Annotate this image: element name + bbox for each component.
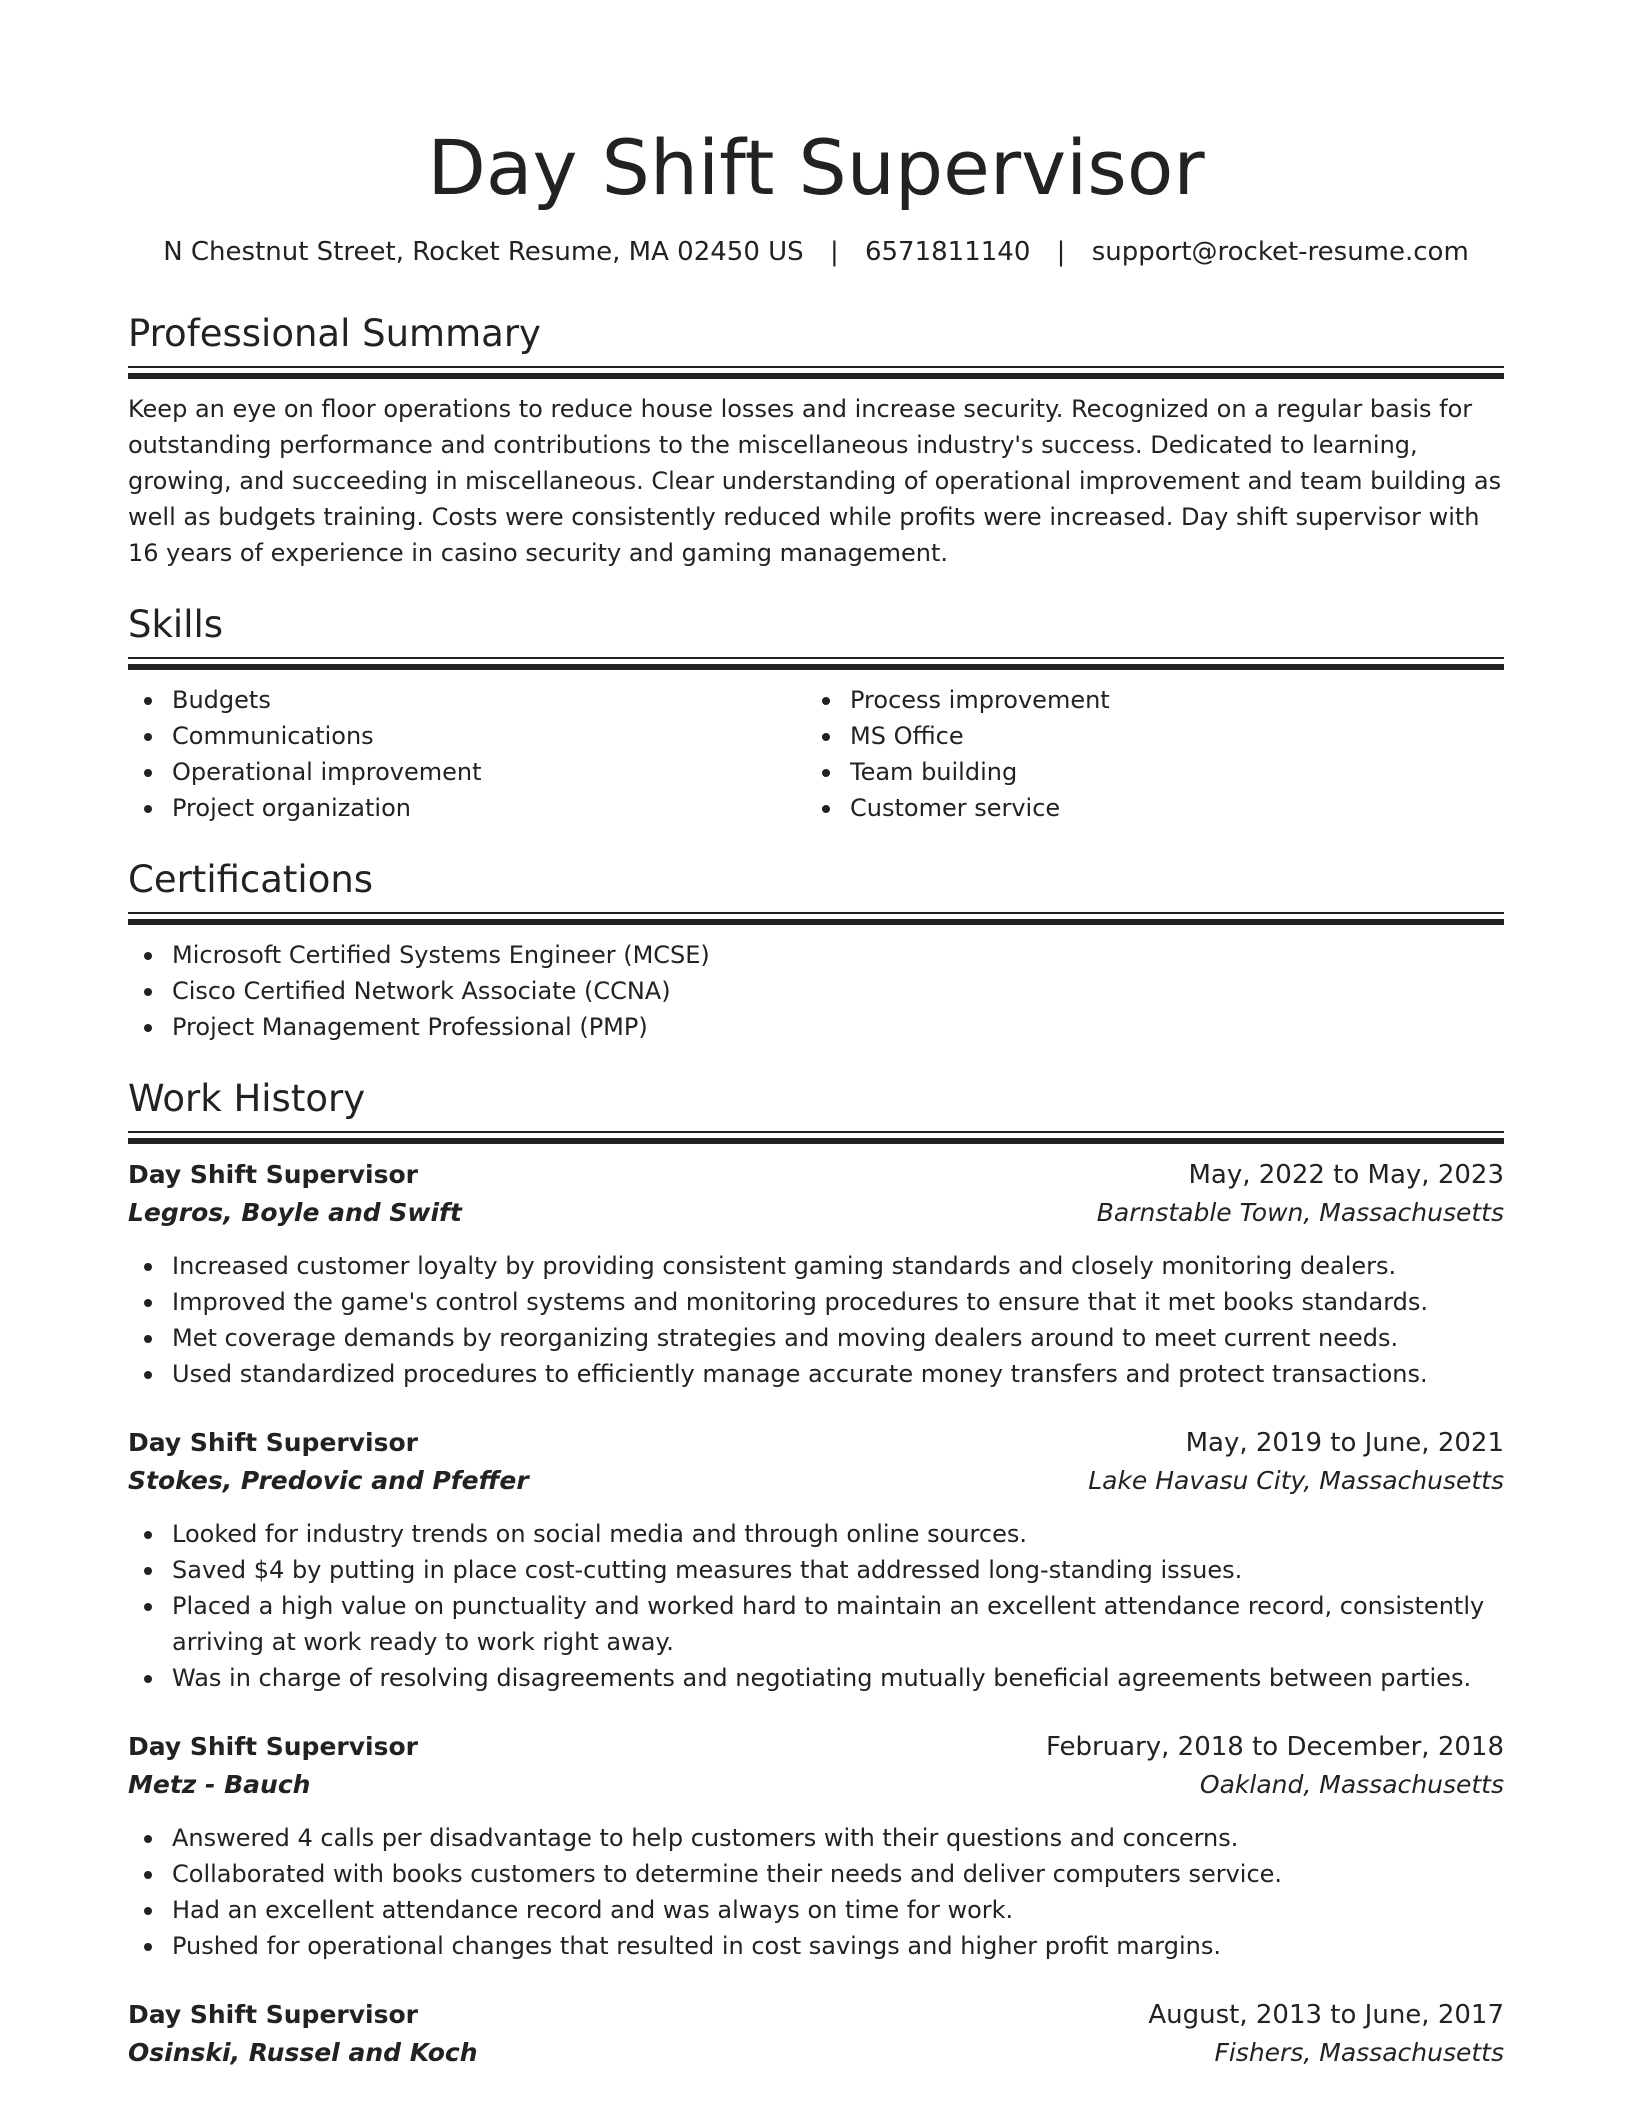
job-entry — [128, 1996, 1504, 2072]
job-company-row — [128, 1194, 1504, 1232]
skill-item: Project organization — [172, 790, 806, 826]
certification-item: Cisco Certified Network Associate (CCNA) — [172, 973, 1504, 1009]
job-bullet: Looked for industry trends on social media and through online sources. — [172, 1516, 1504, 1552]
job-bullet: Increased customer loyalty by providing consistent gaming standards and closely monitoring dealers. — [172, 1248, 1504, 1284]
job-title: Day Shift Supervisor — [128, 2000, 418, 2029]
certification-item: Project Management Professional (PMP) — [172, 1009, 1504, 1045]
job-header-row — [128, 1728, 1504, 1766]
certifications-section — [128, 856, 1504, 1045]
section-divider — [128, 657, 1504, 670]
job-location: Barnstable Town, Massachusetts — [1096, 1198, 1504, 1227]
job-location: Lake Havasu City, Massachusetts — [1088, 1466, 1504, 1495]
job-bullet: Had an excellent attendance record and was always on time for work. — [172, 1892, 1504, 1928]
job-header-row — [128, 1156, 1504, 1194]
skill-item: Communications — [172, 718, 806, 754]
job-bullet: Placed a high value on punctuality and worked hard to maintain an excellent attendance record, consistently arriving at work ready to work right away. — [172, 1588, 1504, 1660]
job-bullet: Was in charge of resolving disagreements and negotiating mutually beneficial agreements between parties. — [172, 1660, 1504, 1696]
job-bullet: Improved the game's control systems and monitoring procedures to ensure that it met books standards. — [172, 1284, 1504, 1320]
separator: | — [829, 237, 839, 267]
skill-item: MS Office — [850, 718, 1484, 754]
skill-item: Team building — [850, 754, 1484, 790]
job-company-row — [128, 1462, 1504, 1500]
section-divider — [128, 1131, 1504, 1144]
skill-item: Budgets — [172, 682, 806, 718]
skill-item: Process improvement — [850, 682, 1484, 718]
skills-list-right — [806, 682, 1484, 826]
job-header-row — [128, 1996, 1504, 2034]
section-title-certifications: Certifications — [128, 858, 374, 901]
job-company: Osinski, Russel and Koch — [128, 2038, 478, 2067]
job-dates: August, 2013 to June, 2017 — [1148, 2000, 1504, 2030]
job-bullet: Met coverage demands by reorganizing strategies and moving dealers around to meet current needs. — [172, 1320, 1504, 1356]
section-title-summary: Professional Summary — [128, 312, 541, 355]
skills-list-left — [128, 682, 806, 826]
skill-item: Customer service — [850, 790, 1484, 826]
skills-column-right — [806, 682, 1484, 826]
job-bullet: Pushed for operational changes that resulted in cost savings and higher profit margins. — [172, 1928, 1504, 1964]
skill-item: Operational improvement — [172, 754, 806, 790]
job-header-row — [128, 1424, 1504, 1462]
job-bullet: Collaborated with books customers to determine their needs and deliver computers service. — [172, 1856, 1504, 1892]
job-company-row — [128, 1766, 1504, 1804]
job-bullets — [128, 1516, 1504, 1696]
job-entry — [128, 1156, 1504, 1392]
certifications-list — [128, 937, 1504, 1045]
job-company: Metz - Bauch — [128, 1770, 311, 1799]
phone: 6571811140 — [864, 237, 1031, 267]
section-title-work-history: Work History — [128, 1077, 366, 1120]
resume-page — [128, 0, 1504, 2072]
skills-column-left — [128, 682, 806, 826]
certification-item: Microsoft Certified Systems Engineer (MCSE) — [172, 937, 1504, 973]
job-bullet: Saved $4 by putting in place cost-cutting measures that addressed long-standing issues. — [172, 1552, 1504, 1588]
job-bullet: Used standardized procedures to efficiently manage accurate money transfers and protect transactions. — [172, 1356, 1504, 1392]
job-company-row — [128, 2034, 1504, 2072]
job-location: Oakland, Massachusetts — [1199, 1770, 1504, 1799]
job-dates: February, 2018 to December, 2018 — [1045, 1732, 1504, 1762]
job-bullet: Answered 4 calls per disadvantage to help customers with their questions and concerns. — [172, 1820, 1504, 1856]
address: N Chestnut Street, Rocket Resume, MA 02450 US — [163, 237, 804, 267]
separator: | — [1056, 237, 1066, 267]
summary-section — [128, 310, 1504, 571]
job-entry — [128, 1728, 1504, 1964]
job-bullets — [128, 1820, 1504, 1964]
skills-section — [128, 601, 1504, 826]
job-company: Legros, Boyle and Swift — [128, 1198, 462, 1227]
job-location: Fishers, Massachusetts — [1214, 2038, 1504, 2067]
work-history-section — [128, 1075, 1504, 2072]
job-company: Stokes, Predovic and Pfeffer — [128, 1466, 529, 1495]
resume-name: Day Shift Supervisor — [427, 123, 1205, 212]
job-dates: May, 2019 to June, 2021 — [1185, 1428, 1504, 1458]
job-title: Day Shift Supervisor — [128, 1428, 418, 1457]
section-divider — [128, 912, 1504, 925]
job-title: Day Shift Supervisor — [128, 1160, 418, 1189]
section-divider — [128, 366, 1504, 379]
email[interactable]: support@rocket-resume.com — [1091, 237, 1469, 267]
summary-text: Keep an eye on floor operations to reduce house losses and increase security. Recognized on a regular basis for outstanding performance and contributions to the miscellaneous industry's success. Dedicated to learning, growing, and succeeding in miscellaneous. Clear understanding of operational improvement and team building as well as budgets training. Costs were consistently reduced while profits were increased. Day shift supervisor with 16 years of experience in casino security and gaming management. — [128, 395, 1502, 567]
job-entry — [128, 1424, 1504, 1696]
section-title-skills: Skills — [128, 603, 224, 646]
job-bullets — [128, 1248, 1504, 1392]
job-title: Day Shift Supervisor — [128, 1732, 418, 1761]
skills-grid — [128, 682, 1504, 826]
job-dates: May, 2022 to May, 2023 — [1188, 1160, 1504, 1190]
contact-line — [128, 234, 1504, 270]
